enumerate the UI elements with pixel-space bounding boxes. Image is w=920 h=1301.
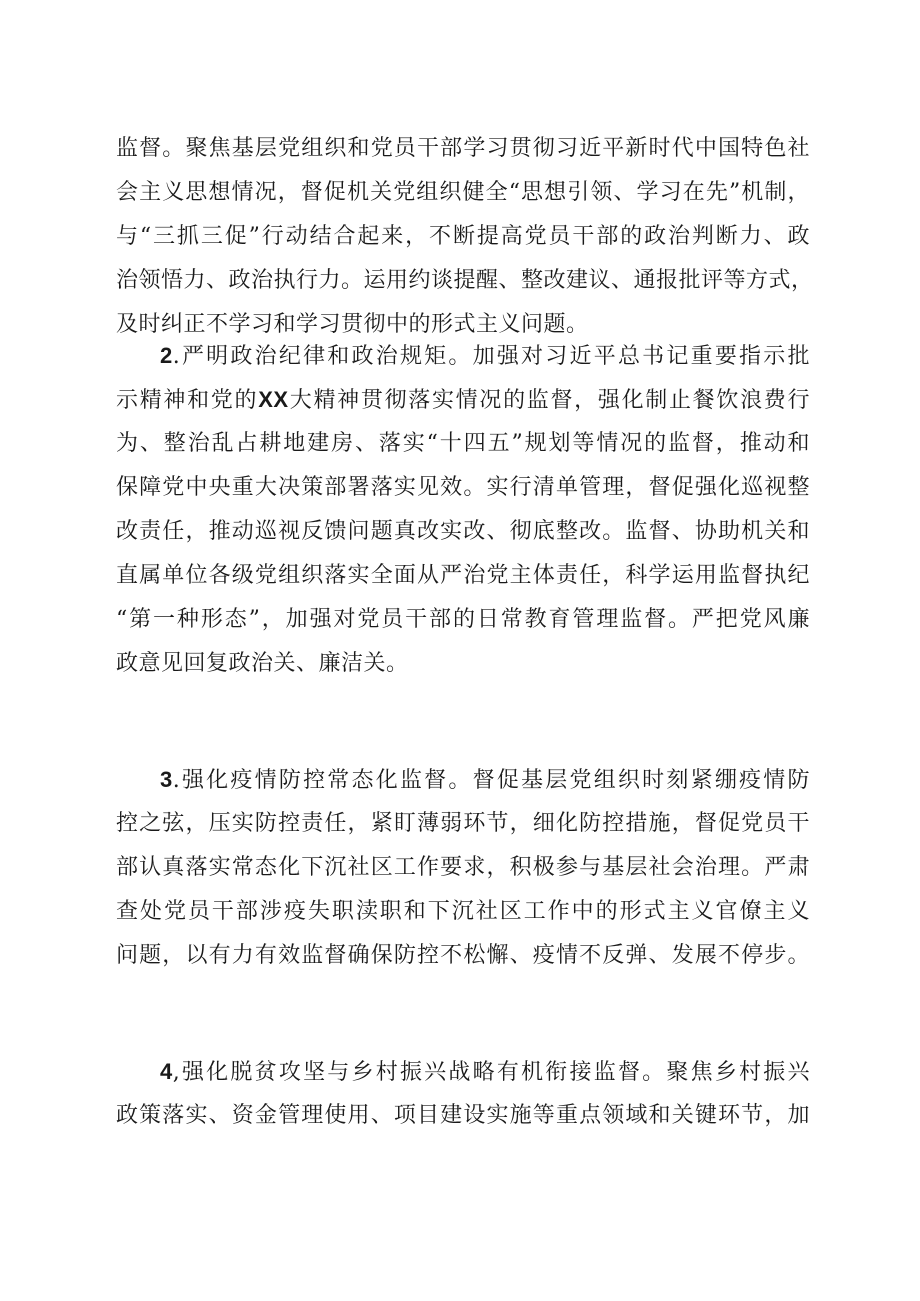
text-line xyxy=(116,334,810,378)
text-line xyxy=(116,1050,810,1094)
item-number: 3 xyxy=(160,767,173,792)
text-line: 政意见回复政治关、廉洁关。 xyxy=(116,651,409,676)
text-line xyxy=(116,758,810,802)
paragraph-4 xyxy=(116,1050,810,1138)
item-number: 4 xyxy=(160,1059,173,1084)
text-line: 保障党中央重大决策部署落实见效。实行清单管理，督促强化巡视整 xyxy=(116,475,810,500)
paragraph-2 xyxy=(116,334,810,686)
paragraph-1 xyxy=(116,127,814,347)
text-line: 直属单位各级党组织落实全面从严治党主体责任，科学运用监督执纪 xyxy=(116,563,810,588)
text-line: 部认真落实常态化下沉社区工作要求，积极参与基层社会治理。严肃 xyxy=(116,855,810,880)
item-heading-text: ,强化脱贫攻坚与乡村振兴战略有机衔接监督。聚焦乡村振兴 xyxy=(172,1060,810,1085)
text-line: 监督。聚焦基层党组织和党员干部学习贯彻习近平新时代中国特色社 xyxy=(116,136,810,161)
text-line: 为、整治乱占耕地建房、落实“十四五”规划等情况的监督，推动和 xyxy=(116,431,810,456)
item-heading-text: .严明政治纪律和政治规矩。加强对习近平总书记重要指示批 xyxy=(172,344,810,369)
text-line: 改责任，推动巡视反馈问题真改实改、彻底整改。监督、协助机关和 xyxy=(116,519,810,544)
text-line: 与“三抓三促”行动结合起来，不断提高党员干部的政治判断力、政 xyxy=(116,224,810,249)
text-line: 查处党员干部涉疫失职渎职和下沉社区工作中的形式主义官僚主义 xyxy=(116,899,810,924)
item-number: 2 xyxy=(160,343,173,368)
text-line: 治领悟力、政治执行力。运用约谈提醒、整改建议、通报批评等方式， xyxy=(116,268,814,293)
text-line: “第一种形态”，加强对党员干部的日常教育管理监督。严把党风廉 xyxy=(116,607,810,632)
text-line: 问题，以有力有效监督确保防控不松懈、疫情不反弹、发展不停步。 xyxy=(116,943,810,968)
paragraph-3 xyxy=(116,758,810,978)
text-line: 控之弦，压实防控责任，紧盯薄弱环节，细化防控措施，督促党员干 xyxy=(116,811,810,836)
text-segment: 大精神贯彻落实情况的监督，强化制止餐饮浪费行 xyxy=(288,388,810,413)
text-line: 及时纠正不学习和学习贯彻中的形式主义问题。 xyxy=(116,312,589,337)
item-heading-text: .强化疫情防控常态化监督。督促基层党组织时刻紧绷疫情防 xyxy=(172,768,810,793)
text-segment: 示精神和党的 xyxy=(116,388,259,413)
text-line: 会主义思想情况，督促机关党组织健全“思想引领、学习在先”机制， xyxy=(116,180,810,205)
text-line: 政策落实、资金管理使用、项目建设实施等重点领域和关键环节，加 xyxy=(116,1103,810,1128)
text-line xyxy=(116,378,810,422)
bold-placeholder: XX xyxy=(258,387,289,412)
